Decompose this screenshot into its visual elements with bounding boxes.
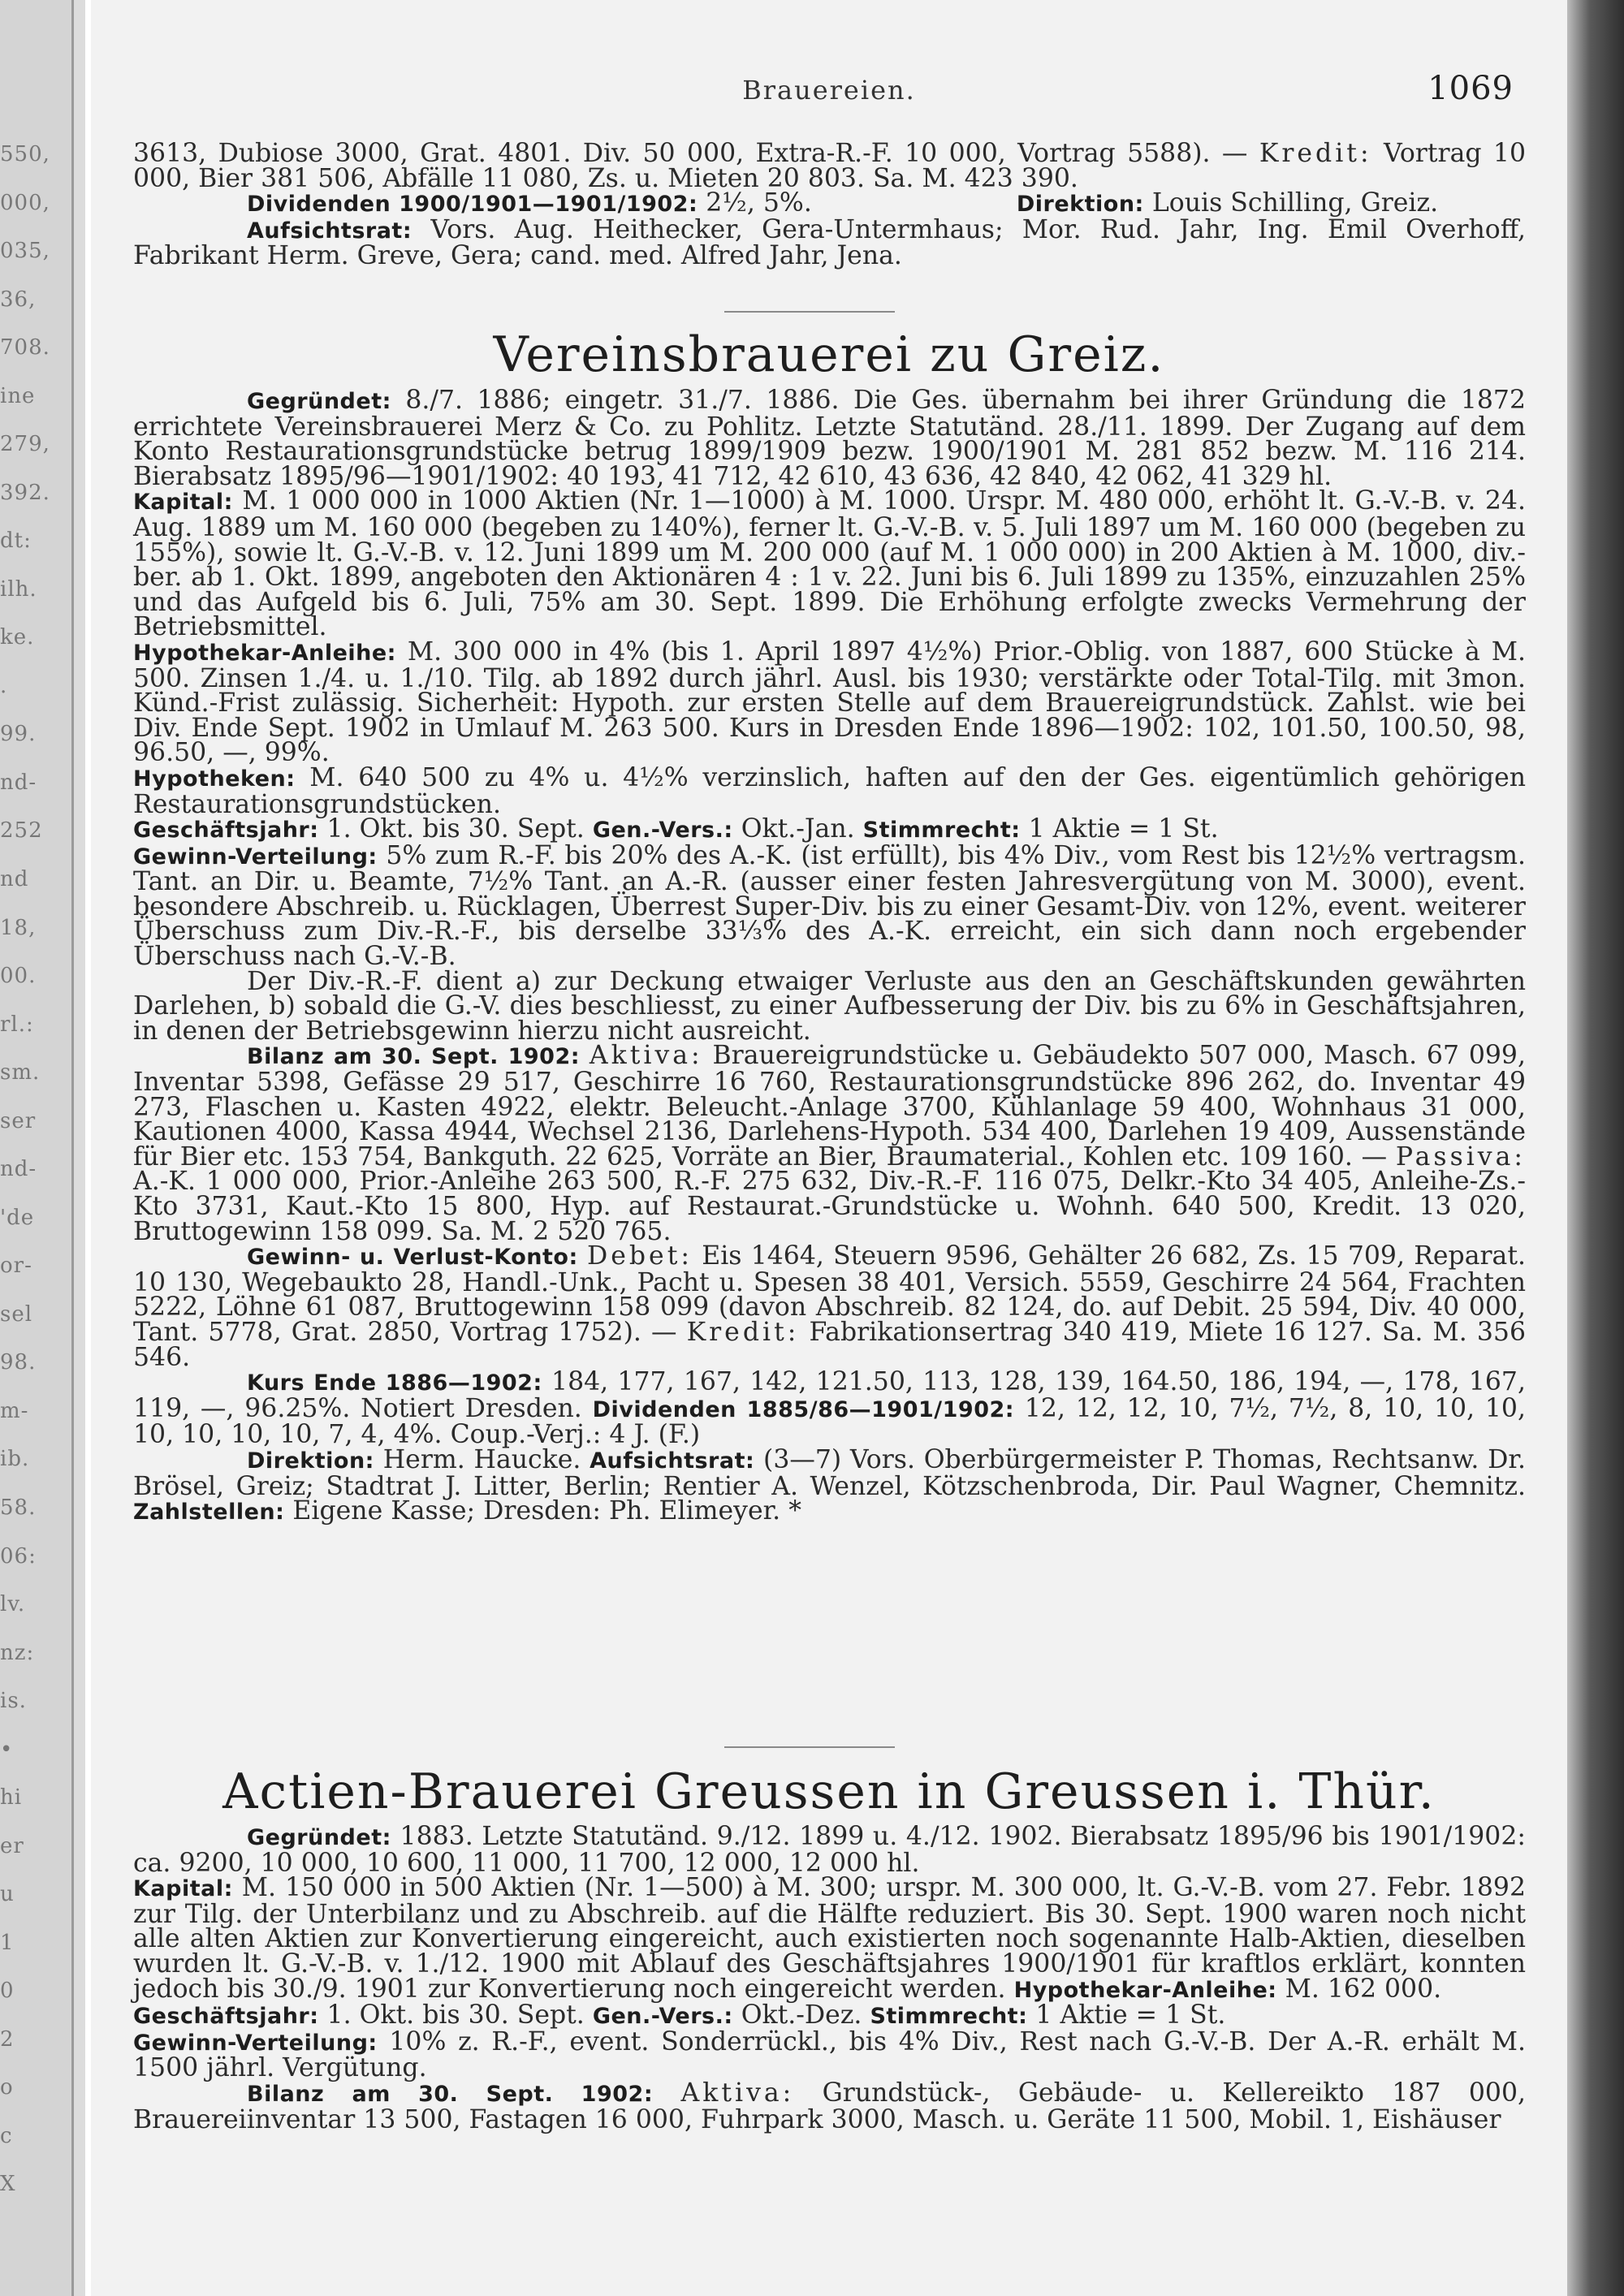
paragraph (133, 188, 1526, 218)
text: 10% z. R.-F., event. Sonderrückl., bis 4% Div., Rest nach G.-V.-B. Der A.-R. erhält M. 1500 jährl. Vergütung. (133, 2026, 1526, 2083)
text: 1 Aktie = 1 St. (1027, 2000, 1226, 2031)
margin-fragment: ib. (0, 1447, 30, 1472)
paragraph-geschaeftsjahr (133, 2000, 1526, 2031)
margin-fragment: dt: (0, 529, 32, 554)
margin-fragment: 06: (0, 1543, 37, 1569)
paragraph-kapital (133, 486, 1526, 642)
text: 3613, Dubiose 3000, Grat. 4801. Div. 50 000, Extra-R.-F. 10 000, Vortrag 5588). — (133, 139, 1259, 168)
margin-fragment: 18, (0, 915, 37, 940)
label-gen-vers: Gen.-Vers.: (592, 2004, 733, 2030)
margin-fragment: • (0, 1737, 14, 1762)
text: M. 1 000 000 in 1000 Aktien (Nr. 1—1000) à M. 1000. Urspr. M. 480 000, erhöht lt. G.-V.-B. v. 24. Aug. 1889 um M. 160 000 (begeben zu 140%), ferner lt. G.-V.-B. v. 5. Juli 1897 um M. 160 000 (begeben zu 155%), sowie lt. G.-V.-B. v. 12. Juni 1899 um M. 200 000 (auf M. 1 000 000) in 200 Aktien à M. 1000, div.-ber. ab 1. Okt. 1899, angeboten den Aktionären 4 : 1 v. 22. Juni bis 6. Juli 1899 zu 135%, einzuzahlen 25% und das Aufgeld bis 6. Juli, 75% am 30. Sept. 1899. Die Erhöhung erfolgte zwecks Vermehrung der Betriebsmittel. (133, 486, 1526, 642)
section-title-greussen: Actien-Brauerei Greussen in Greussen i. Thür. (222, 1763, 1436, 1820)
paragraph (133, 214, 1526, 271)
margin-fragment: sm. (0, 1060, 41, 1085)
margin-fragment: 'de (0, 1205, 35, 1230)
scan-binding-shadow (1567, 0, 1624, 2296)
page (91, 0, 1567, 2296)
margin-fragment: lv. (0, 1592, 26, 1617)
label-dividenden: Dividenden 1900/1901—1901/1902: (247, 192, 698, 218)
paragraph-gewinn-verlust (133, 1241, 1527, 1372)
label-gegruendet: Gegründet: (247, 389, 391, 414)
text: Grundstück-, Gebäude- u. Kellereikto 187 000, Brauereiinventar 13 500, Fastagen 16 000, Fuhrpark 3000, Masch. u. Geräte 11 500, Mobil. 1, Eishäuser (133, 2078, 1526, 2134)
label-debet: Debet: (587, 1241, 693, 1271)
label-dividenden: Dividenden 1885/86—1901/1902: (592, 1396, 1015, 1422)
text: Louis Schilling, Greiz. (1143, 188, 1439, 218)
margin-fragment: nz: (0, 1640, 35, 1665)
text: Okt.-Jan. (732, 814, 863, 844)
text: (3—7) Vors. Oberbürgermeister P. Thomas, Rechtsanw. Dr. Brösel, Greiz; Stadtrat J. Litter, Berlin; Rentier A. Wenzel, Kötzschenbroda, Dir. Paul Wagner, Chemnitz. (133, 1444, 1526, 1501)
label-aktiva: Aktiva: (589, 1041, 703, 1071)
margin-fragment: ke. (0, 625, 35, 650)
label-hypothekar-anleihe: Hypothekar-Anleihe: (133, 640, 396, 666)
margin-fragment: c (0, 2123, 13, 2148)
margin-fragment: 279, (0, 432, 50, 457)
label-kredit: Kredit: (1259, 139, 1372, 168)
margin-fragment: 550, (0, 142, 50, 166)
margin-fragment: 36, (0, 287, 37, 312)
page-number: 1069 (1427, 70, 1514, 107)
text: 5% zum R.-F. bis 20% des A.-K. (ist erfüllt), bis 4% Div., vom Rest bis 12½% vertragsm. Tant. an Dir. u. Beamte, 7½% Tant. an A.-R. (ausser einer festen Jahresvergütung von M. 3000), event. besondere Abschreib. u. Rücklagen, Überrest Super-Div. bis zu einer Gesamt-Div. von 12%, event. weiterer Überschuss zum Div.-R.-F., bis derselbe 33⅓% des A.-K. erreicht, ein sich dann noch ergebender Überschuss nach G.-V.-B. (133, 840, 1526, 972)
label-kapital: Kapital: (133, 490, 233, 516)
paragraph-direktion (133, 1444, 1526, 1526)
paragraph-gegruendet (133, 1822, 1526, 1878)
margin-fragment: 0 (0, 1979, 15, 2004)
section-greussen-body (133, 1824, 1526, 2132)
label-bilanz: Bilanz am 30. Sept. 1902: (247, 1044, 581, 1070)
margin-fragment: nd (0, 867, 29, 892)
margin-fragment: o (0, 2075, 14, 2100)
paragraph-gewinn-verteilung (133, 840, 1526, 972)
text: 1. Okt. bis 30. Sept. (318, 814, 593, 844)
paragraph-hypothekar-anleihe (133, 637, 1526, 768)
label-geschaeftsjahr: Geschäftsjahr: (133, 2004, 319, 2030)
margin-fragment: . (0, 673, 8, 698)
label-gewinn-verlust-konto: Gewinn- u. Verlust-Konto: (247, 1245, 578, 1271)
running-title: Brauereien. (742, 75, 916, 106)
text: M. 162 000. (1276, 1974, 1442, 2004)
margin-fragment: 000, (0, 190, 50, 215)
margin-fragment: 58. (0, 1495, 37, 1520)
text: 8./7. 1886; eingetr. 31./7. 1886. Die Ges. übernahm bei ihrer Gründung die 1872 errichtete Vereinsbrauerei Merz & Co. zu Pohlitz. Letzte Statutänd. 28./11. 1899. Der Zugang auf dem Konto Restaurationsgrundstücke betrug 1899/1909 bezw. 1900/1901 M. 281 852 bezw. M. 116 214. Bierabsatz 1895/96—1901/1902: 40 193, 41 712, 42 610, 43 636, 42 840, 42 062, 41 329 hl. (133, 386, 1526, 491)
label-stimmrecht: Stimmrecht: (862, 818, 1021, 844)
margin-fragment: sel (0, 1301, 33, 1327)
margin-fragment: 708. (0, 335, 50, 360)
section-divider (724, 1746, 895, 1748)
page-header (91, 70, 1567, 110)
margin-fragment: hi (0, 1785, 23, 1810)
label-direktion: Direktion: (247, 1448, 374, 1474)
label-kurs: Kurs Ende 1886—1902: (247, 1370, 542, 1396)
paragraph-kapital (133, 1875, 1526, 2003)
margin-fragment: ine (0, 383, 36, 408)
text: Brauereigrundstücke u. Gebäudekto 507 000, Masch. 67 099, Inventar 5398, Gefässe 29 517, Geschirre 16 760, Restaurationsgrundstücke 896 262, do. Inventar 49 273, Flaschen u. Kasten 4922, elektr. Beleucht.-Anlage 3700, Kühlanlage 59 400, Wohnhaus 31 000, Kautionen 4000, Kassa 4944, Wechsel 2136, Darlehens-Hypoth. 534 400, Darlehen 19 409, Aussenstände für Bier etc. 153 754, Bankguth. 22 625, Vorräte an Bier, Braumaterial., Kohlen etc. 109 160. — (133, 1041, 1526, 1172)
margin-fragment: 392. (0, 480, 50, 505)
section-divider (724, 311, 895, 313)
label-bilanz: Bilanz am 30. Sept. 1902: (247, 2081, 654, 2107)
margin-fragment: ilh. (0, 576, 37, 602)
margin-fragment: 00. (0, 964, 37, 989)
text: 1883. Letzte Statutänd. 9./12. 1899 u. 4./12. 1902. Bierabsatz 1895/96 bis 1901/1902: ca. 9200, 10 000, 10 600, 11 000, 11 700, 12 000, 12 000 hl. (133, 1822, 1526, 1878)
margin-fragment: er (0, 1833, 24, 1858)
label-aktiva: Aktiva: (680, 2078, 795, 2108)
paragraph-div-rf: Der Div.-R.-F. dient a) zur Deckung etwaiger Verluste aus den an Geschäftskunden gewährten Darlehen, b) sobald die G.-V. dies beschliesst, zu einer Aufbesserung der Div. bis zu 6% in Geschäftsjahren, in denen der Betriebsgewinn hierzu nicht ausreicht. (133, 966, 1526, 1046)
label-gewinn-verteilung: Gewinn-Verteilung: (133, 844, 378, 870)
text: 184, 177, 167, 142, 121.50, 113, 128, 139, 164.50, 186, 194, —, 178, 167, 119, —, 96.25%. Notiert Dresden. (133, 1367, 1526, 1423)
margin-fragment: 2 (0, 2026, 15, 2052)
text: 1 Aktie = 1 St. (1020, 814, 1219, 844)
label-gen-vers: Gen.-Vers.: (592, 818, 733, 844)
margin-fragment: or- (0, 1254, 32, 1279)
label-kapital: Kapital: (133, 1876, 233, 1902)
section-title-vereinsbrauerei: Vereinsbrauerei zu Greiz. (493, 326, 1165, 383)
margin-fragment: rl.: (0, 1012, 34, 1037)
text: Eis 1464, Steuern 9596, Gehälter 26 682, Zs. 15 709, Reparat. 10 130, Wegebaukto 28, Handl.-Unk., Pacht u. Spesen 38 401, Versich. 5559, Geschirre 24 564, Frachten 5222, Löhne 61 087, Bruttogewinn 158 099 (davon Abschreib. 82 124, do. auf Debit. 25 594, Div. 40 000, Tant. 5778, Grat. 2850, Vortrag 1752). — (133, 1241, 1527, 1347)
text: M. 640 500 zu 4% u. 4½% verzinslich, haften auf den der Ges. eigentümlich gehörigen Restaurationsgrundstücken. (133, 762, 1526, 819)
margin-fragment: 252 (0, 818, 43, 844)
text: 2½, 5%. (698, 188, 812, 218)
label-gegruendet: Gegründet: (247, 1825, 391, 1850)
previous-entry-continuation (133, 141, 1526, 269)
margin-fragment: u (0, 1882, 15, 1907)
label-aufsichtsrat: Aufsichtsrat: (590, 1448, 755, 1474)
text: Vors. Aug. Heithecker, Gera-Untermhaus; Mor. Rud. Jahr, Ing. Emil Overhoff, Fabrikant Herm. Greve, Gera; cand. med. Alfred Jahr, Jena. (133, 214, 1526, 271)
paragraph (133, 141, 1526, 191)
margin-fragment: 035, (0, 239, 50, 264)
label-stimmrecht: Stimmrecht: (870, 2004, 1028, 2030)
label-passiva: Passiva: (1395, 1142, 1526, 1172)
margin-fragment: nd- (0, 1157, 37, 1182)
paragraph-gegruendet (133, 388, 1526, 489)
label-hypothekar-anleihe: Hypothekar-Anleihe: (1013, 1977, 1277, 2003)
label-zahlstellen: Zahlstellen: (133, 1500, 285, 1526)
label-geschaeftsjahr: Geschäftsjahr: (133, 818, 319, 844)
margin-fragment: 98. (0, 1350, 37, 1375)
section-vereinsbrauerei-body (133, 388, 1526, 1526)
text: Vortrag 10 000, Bier 381 506, Abfälle 11 080, Zs. u. Mieten 20 803. Sa. M. 423 390. (133, 139, 1526, 193)
text: 1. Okt. bis 30. Sept. (318, 2000, 593, 2031)
text: M. 150 000 in 500 Aktien (Nr. 1—500) à M. 300; urspr. M. 300 000, lt. G.-V.-B. vom 27. Febr. 1892 zur Tilg. der Unterbilanz und zu Abschreib. auf die Hälfte reduziert. Bis 30. Sept. 1900 waren noch nicht alle alten Aktien zur Konvertierung eingereicht, auch existierten noch sogenannte Halb-Aktien, dieselben wurden lt. G.-V.-B. v. 1./12. 1900 mit Ablauf des Geschäftsjahres 1900/1901 für kraftlos erklärt, konnten jedoch bis 30./9. 1901 zur Konvertierung noch eingereicht werden. (133, 1873, 1526, 2004)
text: M. 300 000 in 4% (bis 1. April 1897 4½%) Prior.-Oblig. von 1887, 600 Stücke à M. 500. Zinsen 1./4. u. 1./10. Tilg. ab 1892 durch jährl. Ausl. bis 1930; verstärkte oder Total-Tilg. mit 3mon. Künd.-Frist zulässig. Sicherheit: Hypoth. zur ersten Stelle auf dem Brauereigrundstück. Zahlst. wie bei Div. Ende Sept. 1902 in Umlauf M. 263 500. Kurs in Dresden Ende 1896—1902: 102, 101.50, 100.50, 98, 96.50, —, 99%. (133, 637, 1526, 768)
paragraph-gewinn-verteilung (133, 2026, 1526, 2083)
margin-fragment: X (0, 2172, 16, 2197)
text: Herm. Haucke. (374, 1444, 590, 1474)
label-hypotheken: Hypotheken: (133, 766, 296, 792)
margin-fragment: is. (0, 1689, 27, 1714)
paragraph-bilanz (133, 2078, 1526, 2134)
text: 12, 12, 12, 10, 7½, 7½, 8, 10, 10, 10, 10, 10, 10, 10, 7, 4, 4%. Coup.-Verj.: 4 J. (F.) (133, 1393, 1526, 1450)
margin-fragment: ser (0, 1108, 37, 1133)
margin-fragment: 1 (0, 1930, 15, 1955)
text: Fabrikationsertrag 340 419, Miete 16 127. Sa. M. 356 546. (133, 1317, 1526, 1372)
paragraph-bilanz (133, 1043, 1526, 1244)
label-direktion: Direktion: (1016, 192, 1144, 218)
margin-fragment: nd- (0, 770, 37, 795)
margin-fragment: 99. (0, 722, 37, 747)
text: A.-K. 1 000 000, Prior.-Anleihe 263 500, R.-F. 275 632, Div.-R.-F. 116 075, Delkr.-Kto 34 405, Anleihe-Zs.-Kto 3731, Kaut.-Kto 15 800, Hyp. auf Restaurat.-Grundstücke u. Wohnh. 640 500, Kredit. 13 020, Bruttogewinn 158 099. Sa. M. 2 520 765. (133, 1167, 1526, 1246)
paragraph-geschaeftsjahr (133, 814, 1526, 844)
previous-page-edge (0, 0, 74, 2296)
label-aufsichtsrat: Aufsichtsrat: (247, 218, 412, 244)
text: Eigene Kasse; Dresden: Ph. Elimeyer. * (284, 1496, 801, 1526)
text: Okt.-Dez. (732, 2000, 870, 2031)
paragraph-hypotheken (133, 762, 1526, 819)
label-gewinn-verteilung: Gewinn-Verteilung: (133, 2030, 378, 2056)
label-kredit: Kredit: (686, 1317, 800, 1347)
margin-fragment: m- (0, 1398, 29, 1423)
paragraph-kurs (133, 1367, 1526, 1450)
